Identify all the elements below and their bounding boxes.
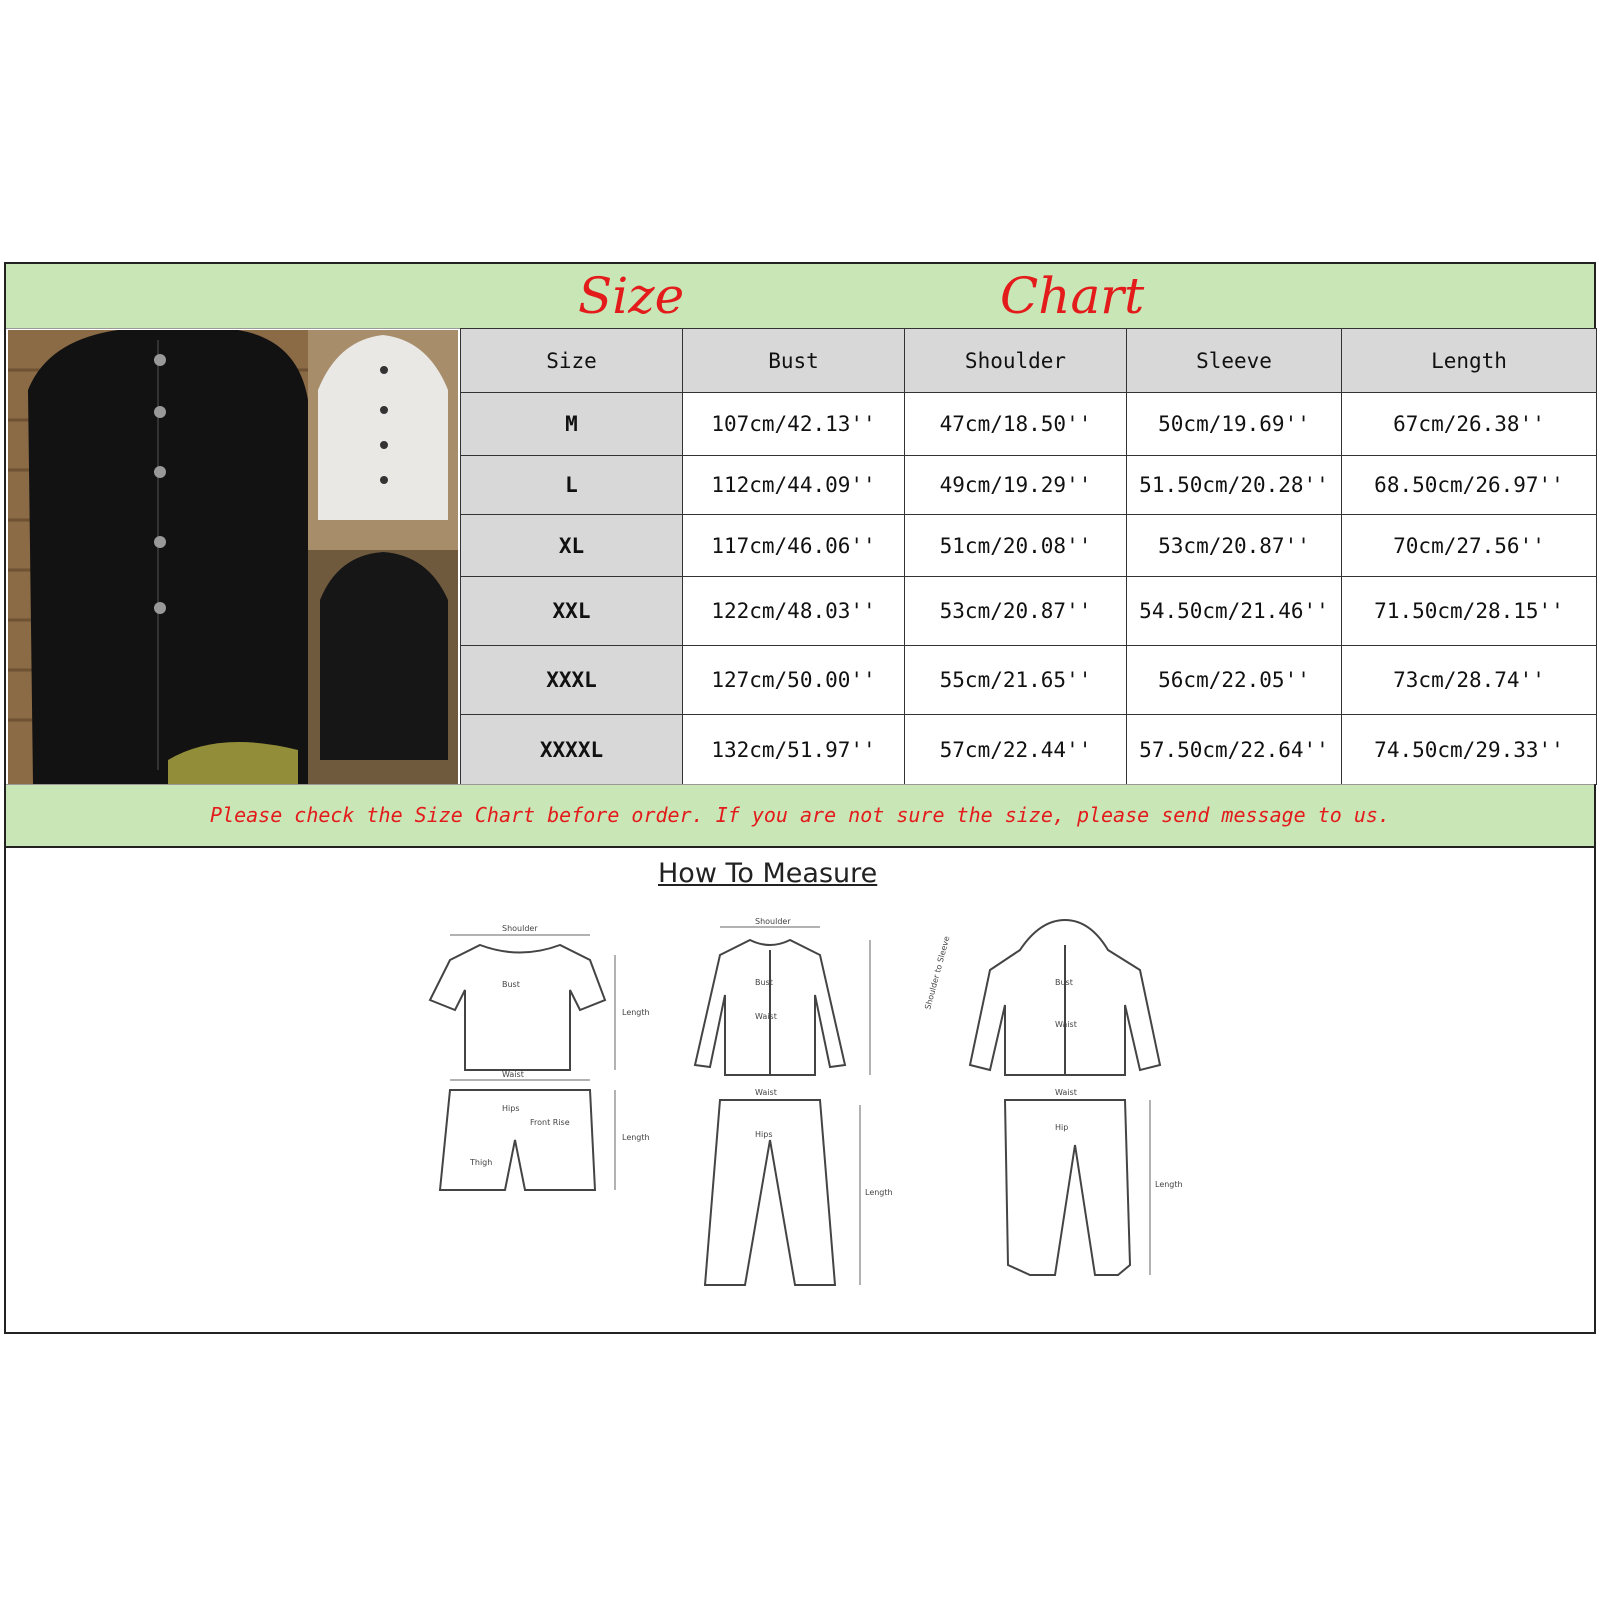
title-chart: Chart <box>1000 267 1145 325</box>
sleeve-cell: 54.50cm/21.46'' <box>1127 577 1342 646</box>
label-waist-joggers: Waist <box>1055 1088 1077 1097</box>
label-shoulder-to-sleeve: Shoulder to Sleeve <box>923 935 952 1011</box>
length-cell: 73cm/28.74'' <box>1342 646 1597 715</box>
size-cell: M <box>461 393 683 456</box>
header-sleeve: Sleeve <box>1127 329 1342 393</box>
title-band <box>6 264 1594 329</box>
shoulder-cell: 55cm/21.65'' <box>905 646 1127 715</box>
bust-cell: 107cm/42.13'' <box>683 393 905 456</box>
label-length-shorts: Length <box>622 1133 650 1142</box>
label-length: Length <box>622 1008 650 1017</box>
header-length: Length <box>1342 329 1597 393</box>
sleeve-cell: 57.50cm/22.64'' <box>1127 715 1342 785</box>
shoulder-cell: 53cm/20.87'' <box>905 577 1127 646</box>
sleeve-cell: 56cm/22.05'' <box>1127 646 1342 715</box>
size-cell: XL <box>461 515 683 577</box>
table-row <box>461 515 1597 577</box>
bust-cell: 132cm/51.97'' <box>683 715 905 785</box>
bust-cell: 127cm/50.00'' <box>683 646 905 715</box>
size-cell: XXL <box>461 577 683 646</box>
size-cell: L <box>461 456 683 515</box>
table-row <box>461 577 1597 646</box>
label-bust-hoodie: Bust <box>1055 978 1073 987</box>
notice-band <box>6 784 1594 848</box>
header-size: Size <box>461 329 683 393</box>
shoulder-cell: 47cm/18.50'' <box>905 393 1127 456</box>
length-cell: 71.50cm/28.15'' <box>1342 577 1597 646</box>
label-bust-shirt: Bust <box>755 978 773 987</box>
title-size: Size <box>578 267 685 325</box>
product-photo <box>8 330 458 784</box>
label-length-joggers: Length <box>1155 1180 1183 1189</box>
label-waist: Waist <box>502 1070 524 1079</box>
sleeve-cell: 53cm/20.87'' <box>1127 515 1342 577</box>
sleeve-cell: 50cm/19.69'' <box>1127 393 1342 456</box>
header-shoulder: Shoulder <box>905 329 1127 393</box>
length-cell: 68.50cm/26.97'' <box>1342 456 1597 515</box>
shoulder-cell: 49cm/19.29'' <box>905 456 1127 515</box>
sleeve-cell: 51.50cm/20.28'' <box>1127 456 1342 515</box>
label-shoulder: Shoulder <box>502 924 538 933</box>
notice-text: Please check the Size Chart before order. If you are not sure the size, please send message to us. <box>209 803 1391 827</box>
table-header-row <box>461 329 1597 393</box>
shoulder-cell: 51cm/20.08'' <box>905 515 1127 577</box>
bust-cell: 122cm/48.03'' <box>683 577 905 646</box>
table-row <box>461 456 1597 515</box>
label-waist-shirt: Waist <box>755 1012 777 1021</box>
how-to-measure-title: How To Measure <box>658 858 878 889</box>
table-row <box>461 393 1597 456</box>
label-front-rise: Front Rise <box>530 1118 570 1127</box>
label-shoulder-shirt: Shoulder <box>755 917 791 926</box>
label-waist-hoodie: Waist <box>1055 1020 1077 1029</box>
measure-diagrams <box>390 915 1190 1315</box>
shoulder-cell: 57cm/22.44'' <box>905 715 1127 785</box>
table-row <box>461 715 1597 785</box>
length-cell: 67cm/26.38'' <box>1342 393 1597 456</box>
length-cell: 74.50cm/29.33'' <box>1342 715 1597 785</box>
label-thigh: Thigh <box>470 1158 493 1167</box>
length-cell: 70cm/27.56'' <box>1342 515 1597 577</box>
label-hip-joggers: Hip <box>1055 1123 1069 1132</box>
label-waist-trousers: Waist <box>755 1088 777 1097</box>
header-bust: Bust <box>683 329 905 393</box>
label-hips: Hips <box>502 1104 520 1113</box>
table-row <box>461 646 1597 715</box>
label-bust: Bust <box>502 980 520 989</box>
size-cell: XXXXL <box>461 715 683 785</box>
bust-cell: 112cm/44.09'' <box>683 456 905 515</box>
label-hips-trousers: Hips <box>755 1130 773 1139</box>
label-length-trousers: Length <box>865 1188 893 1197</box>
size-table <box>460 328 1597 785</box>
size-cell: XXXL <box>461 646 683 715</box>
bust-cell: 117cm/46.06'' <box>683 515 905 577</box>
